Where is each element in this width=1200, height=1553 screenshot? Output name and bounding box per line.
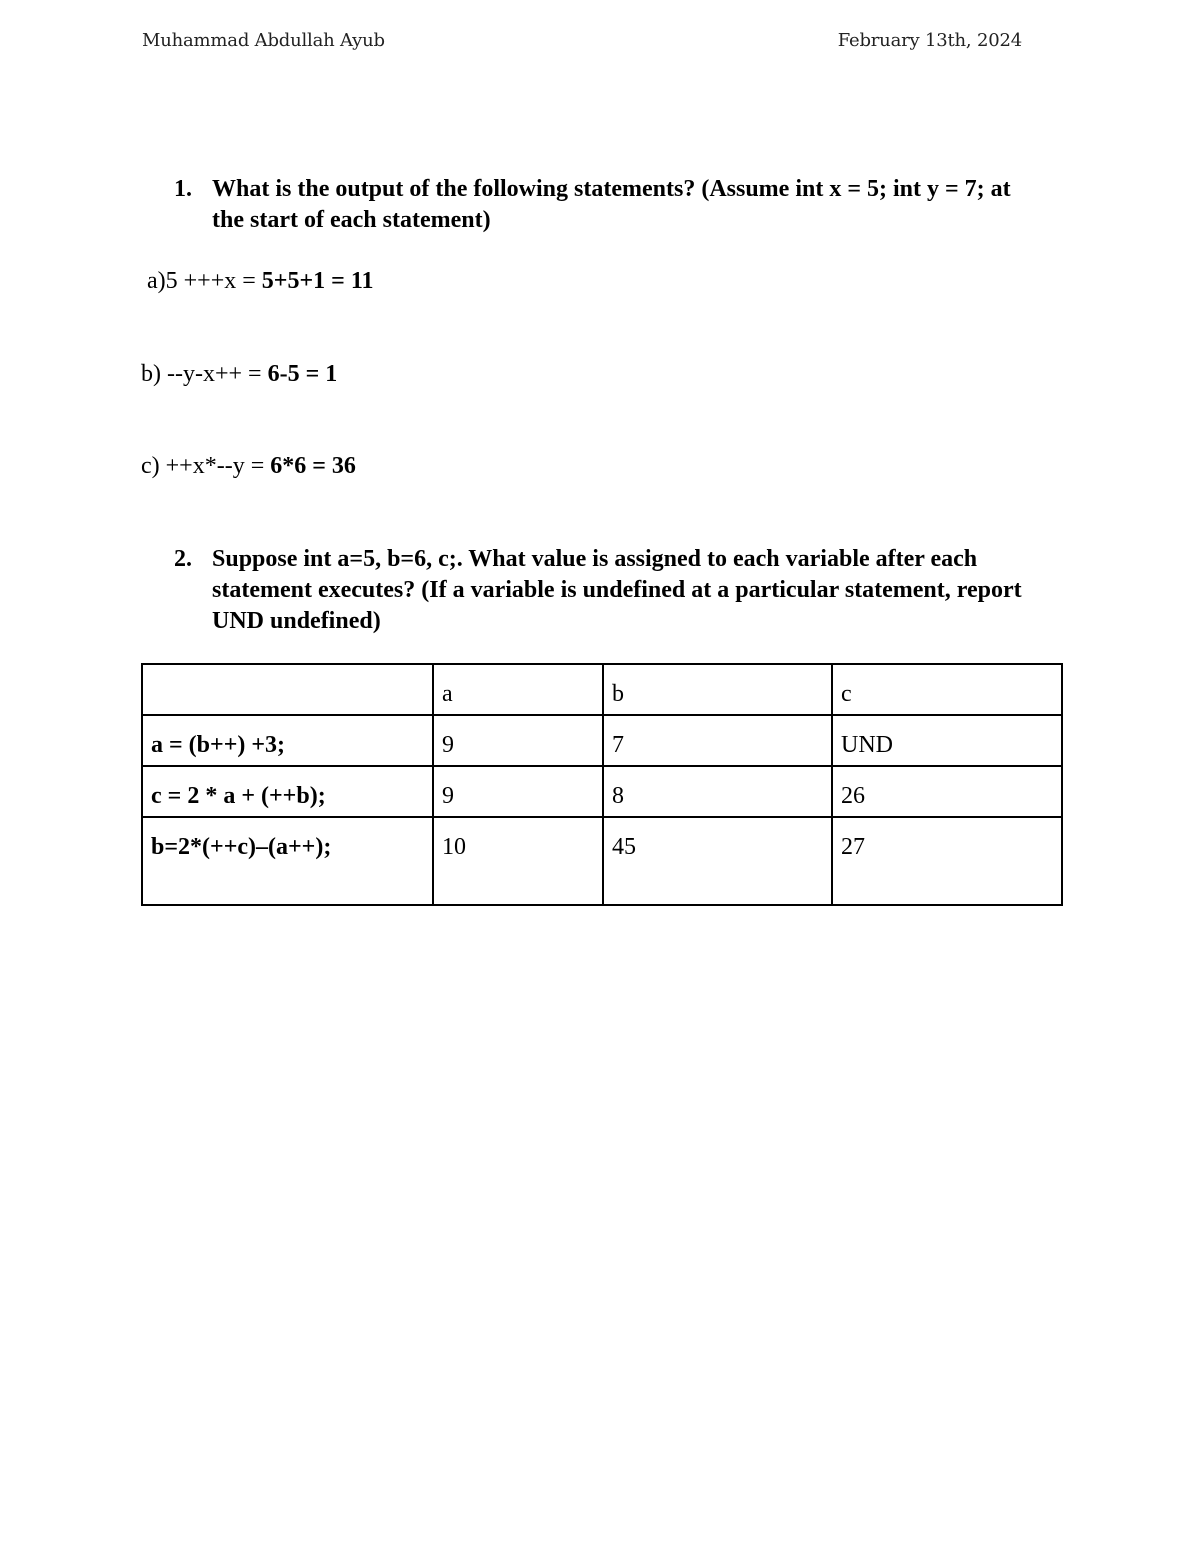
table-row [142, 817, 1062, 905]
question-1-text: What is the output of the following statements? (Assume int x = 5; int y = 7; at the start of each statement) [212, 176, 1011, 233]
value-b-cell: 7 [603, 715, 832, 766]
author-name: Muhammad Abdullah Ayub [142, 30, 385, 51]
variable-values-table [141, 663, 1063, 906]
document-date: February 13th, 2024 [837, 30, 1022, 51]
question-2-number: 2. [174, 546, 192, 572]
answer-a [147, 266, 374, 296]
value-b-cell: 8 [603, 766, 832, 817]
statement-cell: b=2*(++c)–(a++); [142, 817, 433, 905]
answer-c [141, 451, 356, 481]
value-b-cell: 45 [603, 817, 832, 905]
value-c-cell: 27 [832, 817, 1062, 905]
question-2-text: Suppose int a=5, b=6, c;. What value is assigned to each variable after each statement executes? (If a variable is undefined at a particular statement, report UND undefined) [212, 546, 1022, 634]
question-1-number: 1. [174, 176, 192, 202]
table-header-row [142, 664, 1062, 715]
answer-c-expression: c) ++x*--y = [141, 453, 271, 479]
value-a-cell: 9 [433, 766, 603, 817]
answer-a-result: 5+5+1 = 11 [261, 268, 374, 294]
table-header-cell [142, 664, 433, 715]
value-c-cell: UND [832, 715, 1062, 766]
table-header-cell: b [603, 664, 832, 715]
table-row [142, 715, 1062, 766]
table-row [142, 766, 1062, 817]
answer-a-expression: a)5 +++x = [147, 268, 262, 294]
answer-b-expression: b) --y-x++ = [141, 361, 268, 387]
answer-b [141, 359, 337, 389]
value-a-cell: 9 [433, 715, 603, 766]
value-c-cell: 26 [832, 766, 1062, 817]
table-header-cell: c [832, 664, 1062, 715]
question-2 [174, 544, 1044, 637]
table-header-cell: a [433, 664, 603, 715]
question-1 [174, 174, 1044, 236]
answer-c-result: 6*6 = 36 [270, 453, 356, 479]
value-a-cell: 10 [433, 817, 603, 905]
answer-b-result: 6-5 = 1 [267, 361, 338, 387]
statement-cell: c = 2 * a + (++b); [142, 766, 433, 817]
statement-cell: a = (b++) +3; [142, 715, 433, 766]
